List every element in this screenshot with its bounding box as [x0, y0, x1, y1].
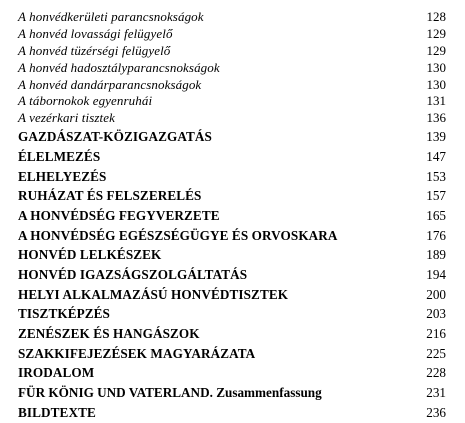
- toc-entry-title: A honvéd hadosztályparancsnokságok: [18, 59, 220, 75]
- toc-entry: [18, 26, 446, 43]
- toc-entry-page: 128: [426, 9, 446, 24]
- toc-entry: [18, 344, 446, 364]
- toc-entry-page: 129: [426, 25, 446, 41]
- toc-entry-title: ÉLELMEZÉS: [18, 148, 101, 164]
- toc-entry: [18, 363, 446, 383]
- toc-entry: [18, 206, 446, 226]
- toc-entry-title: A honvéd dandárparancsnokságok: [18, 76, 202, 92]
- toc-entry-page: 203: [426, 306, 446, 322]
- toc-entry-page: 194: [426, 267, 446, 283]
- toc-entry-page: 176: [426, 227, 446, 243]
- toc-entry-title: A HONVÉDSÉG EGÉSZSÉGÜGYE ÉS ORVOSKARA: [18, 227, 338, 243]
- toc-entry-title: HONVÉD IGAZSÁGSZOLGÁLTATÁS: [18, 267, 248, 283]
- toc-entry-page: 157: [426, 188, 446, 204]
- toc-entry: [18, 167, 446, 187]
- toc-entry: [18, 110, 446, 127]
- toc-entry-title: HELYI ALKALMAZÁSÚ HONVÉDTISZTEK: [18, 286, 289, 302]
- toc-entry-page: 130: [426, 59, 446, 75]
- toc-entry-title: TISZTKÉPZÉS: [18, 306, 110, 322]
- toc-entry-page: 216: [426, 326, 446, 342]
- toc-entry: [18, 93, 446, 110]
- toc-entry-title: ELHELYEZÉS: [18, 168, 107, 184]
- toc-entry-title: SZAKKIFEJEZÉSEK MAGYARÁZATA: [18, 345, 256, 361]
- toc-entry: [18, 304, 446, 324]
- toc-entry-page: 139: [426, 129, 446, 145]
- toc-entry-page: 225: [426, 345, 446, 361]
- toc-entry-page: 129: [426, 42, 446, 58]
- toc-entry-page: 131: [426, 93, 446, 109]
- toc-entry-page: 153: [426, 168, 446, 184]
- toc-entry-page: 228: [426, 365, 446, 381]
- toc-entry: [18, 245, 446, 265]
- toc-entry: [18, 77, 446, 94]
- toc-entry-page: 147: [426, 148, 446, 164]
- toc-entry-title: GAZDÁSZAT-KÖZIGAZGATÁS: [18, 129, 212, 145]
- toc-entry: [18, 226, 446, 246]
- toc-entry-title: BILDTEXTE: [18, 404, 96, 420]
- toc-entry: [18, 9, 446, 26]
- toc-entry-page: 136: [426, 110, 446, 126]
- toc-entry-title: A vezérkari tisztek: [18, 110, 115, 126]
- toc-entry: [18, 127, 446, 147]
- toc-entry-page: 189: [426, 247, 446, 263]
- toc-entry-title: A honvéd lovassági felügyelő: [18, 25, 173, 41]
- toc-entry: [18, 265, 446, 285]
- toc-entry-title: A honvédkerületi parancsnokságok: [18, 9, 204, 24]
- toc-entry-page: 200: [426, 286, 446, 302]
- toc-entry-title: RUHÁZAT ÉS FELSZERELÉS: [18, 188, 202, 204]
- table-of-contents: [18, 9, 446, 423]
- toc-entry-title: A tábornokok egyenruhái: [18, 93, 153, 109]
- toc-entry: [18, 186, 446, 206]
- toc-entry-page: 130: [426, 76, 446, 92]
- toc-entry-page: 165: [426, 207, 446, 223]
- toc-entry-title: A honvéd tüzérségi felügyelő: [18, 42, 171, 58]
- toc-entry-title: A HONVÉDSÉG FEGYVERZETE: [18, 207, 220, 223]
- toc-entry: [18, 383, 446, 403]
- toc-entry-title: IRODALOM: [18, 365, 95, 381]
- toc-entry: [18, 60, 446, 77]
- toc-entry-title: HONVÉD LELKÉSZEK: [18, 247, 162, 263]
- toc-entry-page: 231: [426, 385, 446, 401]
- toc-entry: [18, 285, 446, 305]
- toc-entry: [18, 147, 446, 167]
- toc-entry: [18, 403, 446, 423]
- toc-entry: [18, 43, 446, 60]
- toc-entry-title: ZENÉSZEK ÉS HANGÁSZOK: [18, 326, 200, 342]
- toc-entry: [18, 324, 446, 344]
- toc-entry-page: 236: [426, 404, 446, 420]
- toc-entry-title: FÜR KÖNIG UND VATERLAND. Zusammenfassung: [18, 385, 322, 401]
